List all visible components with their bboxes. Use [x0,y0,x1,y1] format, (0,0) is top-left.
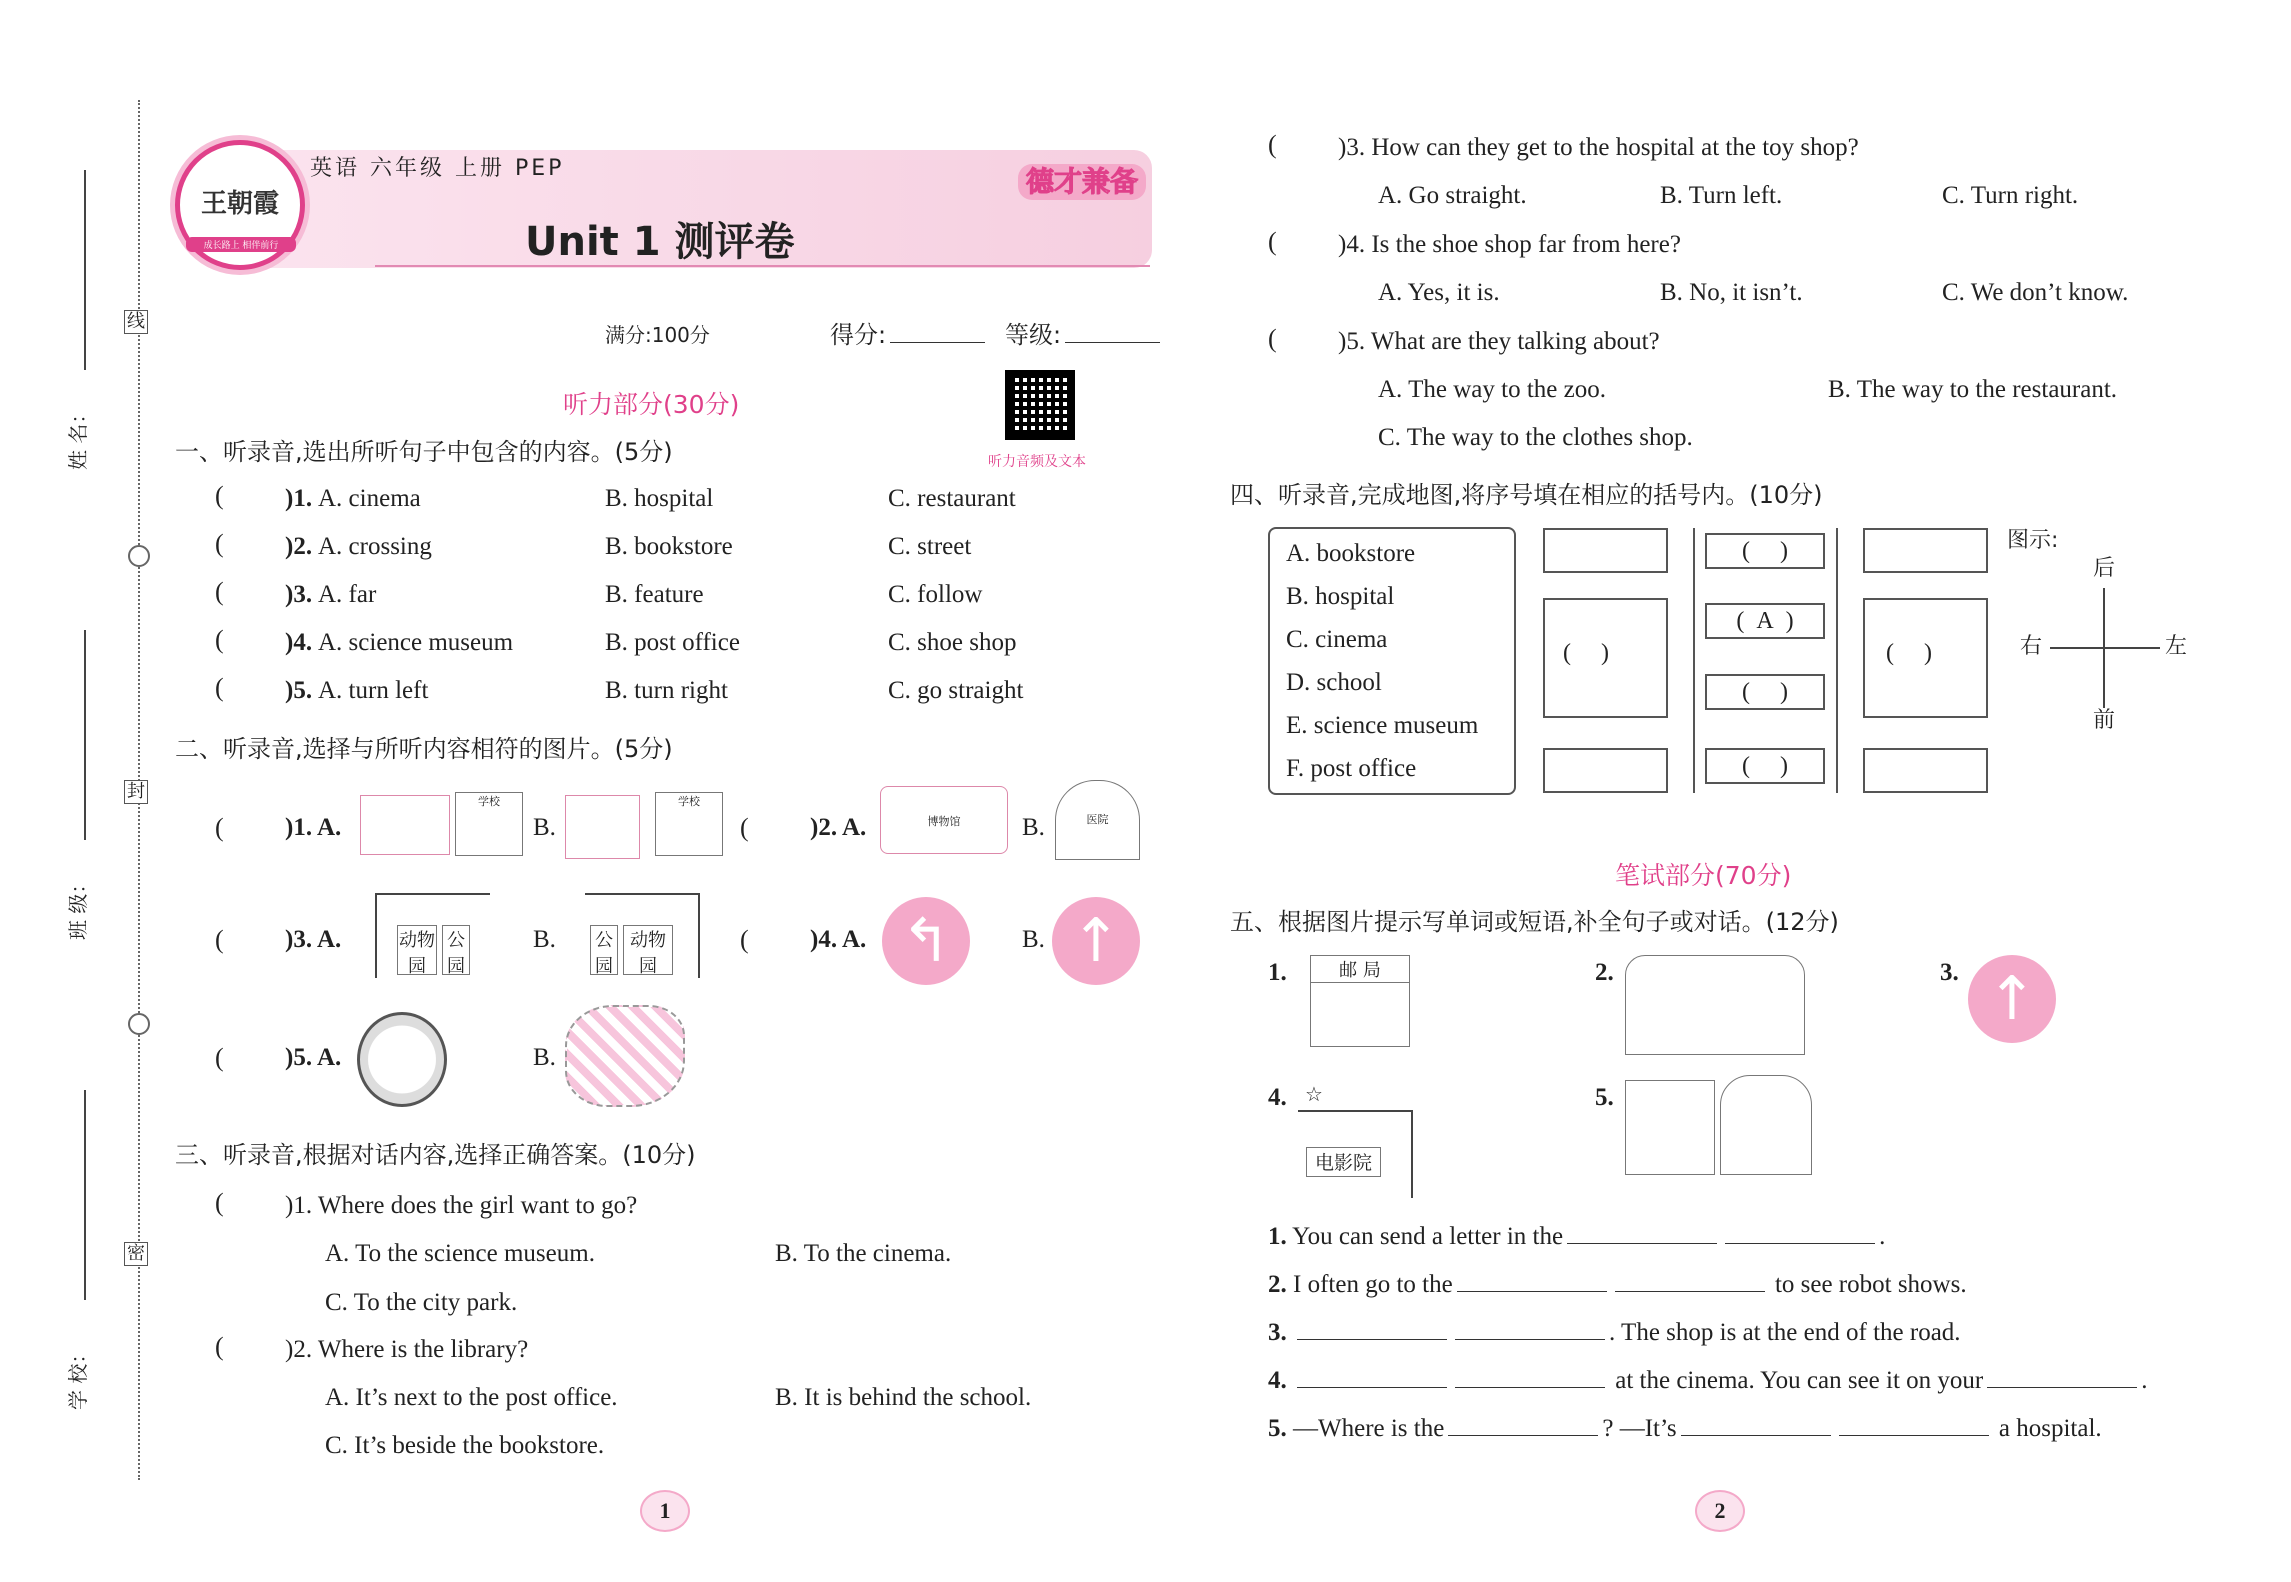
score-grade: 等级: [1005,323,1164,347]
s1-item-a[interactable]: A. crossing [318,533,432,560]
s2-q4-paren[interactable]: ( [740,925,749,954]
s2-q3-image-a[interactable]: 动物 园 公 园 [375,893,490,978]
s5-pic-5-label: 5. [1595,1084,1614,1111]
s4-map [1543,528,1988,793]
s4-option: D. school [1286,669,1382,696]
s2-q1-image-b[interactable] [565,795,640,859]
s1-answer-paren[interactable]: ( [215,481,224,510]
s5-pic-3-label: 3. [1940,959,1959,986]
s1-item-n: )1. [285,485,313,512]
margin-label-seal: 封 [124,780,148,804]
s3-q1-a[interactable]: A. To the science museum. [325,1240,595,1267]
s3-q2-a[interactable]: A. It’s next to the post office. [325,1384,618,1411]
dolphin-icon [128,1013,150,1035]
s3-q3-a[interactable]: A. Go straight. [1378,182,1527,209]
s3-q3: )3. How can they get to the hospital at the toy shop? [1338,134,1859,161]
s1-item-b[interactable]: B. post office [605,629,740,656]
s3-q4-a[interactable]: A. Yes, it is. [1378,279,1500,306]
s4-legend: 图示: [2007,528,2059,553]
s4-option: F. post office [1286,755,1417,782]
s5-sentence-2: 2. I often go to the to see robot shows. [1268,1271,1967,1298]
map-slot-left[interactable]: ( ) [1563,640,1609,666]
s1-answer-paren[interactable]: ( [215,529,224,558]
page-number-1: 1 [640,1490,690,1532]
map-slot-given: ( A ) [1705,603,1825,639]
s2-q5-paren[interactable]: ( [215,1043,224,1072]
s3-q5-a[interactable]: A. The way to the zoo. [1378,376,1606,403]
margin-field-school: 学 校： [68,1090,108,1420]
s1-answer-paren[interactable]: ( [215,625,224,654]
s1-item-b[interactable]: B. hospital [605,485,714,512]
written-title: 笔试部分(70分) [1615,861,1792,890]
header-meta: 英语 六年级 上册 PEP [310,156,565,181]
s1-item-n: )2. [285,533,313,560]
s3-q2-paren[interactable]: ( [215,1332,224,1361]
s1-item-a[interactable]: A. turn left [318,677,429,704]
s5-pic-1-label: 1. [1268,959,1287,986]
s5-sentence-3: 3. . The shop is at the end of the road. [1268,1319,1961,1346]
s2-q4-b-label: B. [1022,926,1045,953]
s3-q3-b[interactable]: B. Turn left. [1660,182,1783,209]
s1-title: 一、听录音,选出所听句子中包含的内容。(5分) [175,438,673,466]
s1-item-n: )4. [285,629,313,656]
map-icon[interactable] [565,1005,685,1107]
s1-item-c[interactable]: C. follow [888,581,983,608]
s3-q5-b[interactable]: B. The way to the restaurant. [1828,376,2118,403]
s2-q4-label: )4. A. [810,926,867,953]
map-slot-bottom[interactable]: ( ) [1705,748,1825,784]
s1-item-c[interactable]: C. restaurant [888,485,1016,512]
hospital-image [1720,1075,1812,1175]
s1-item-a[interactable]: A. cinema [318,485,421,512]
s1-item-c[interactable]: C. street [888,533,972,560]
title-underline [375,265,1150,267]
s2-q2-label: )2. A. [810,814,867,841]
s3-q1-paren[interactable]: ( [215,1188,224,1217]
s3-q4-paren[interactable]: ( [1268,227,1277,256]
s2-q2-image-b[interactable]: 医院 [1055,780,1140,860]
s3-q4-c[interactable]: C. We don’t know. [1942,279,2129,306]
s2-q3-b-label: B. [533,926,556,953]
s2-q5-b-label: B. [533,1044,556,1071]
s3-q4-b[interactable]: B. No, it isn’t. [1660,279,1803,306]
s5-pic-2-label: 2. [1595,959,1614,986]
s3-q5: )5. What are they talking about? [1338,328,1660,355]
s5-sentence-4: 4. at the cinema. You can see it on your . [1268,1367,2148,1394]
s4-title: 四、听录音,完成地图,将序号填在相应的括号内。(10分) [1230,481,1823,509]
s5-sentence-5: 5. —Where is the ? —It’s a hospital. [1268,1415,2102,1442]
s3-q1-c[interactable]: C. To the city park. [325,1289,518,1316]
s1-answer-paren[interactable]: ( [215,673,224,702]
s2-q3-image-b[interactable]: 公 园 动物 园 [585,893,700,978]
s3-q5-c[interactable]: C. The way to the clothes shop. [1378,424,1693,451]
page-title: Unit 1 测评卷 [525,219,795,265]
logo: 王朝霞 成长路上 相伴前行 [175,140,305,270]
s2-q3-paren[interactable]: ( [215,925,224,954]
dolphin-icon [128,545,150,567]
score-full: 满分:100分 [605,323,710,347]
s5-sentence-1: 1. You can send a letter in the . [1268,1223,1886,1250]
science-museum-image [1625,955,1805,1055]
s1-item-n: )3. [285,581,313,608]
s5-pic-4-label: 4. [1268,1084,1287,1111]
s4-options-box [1268,527,1516,795]
s3-q4: )4. Is the shoe shop far from here? [1338,231,1681,258]
s3-q3-c[interactable]: C. Turn right. [1942,182,2079,209]
map-slot-top[interactable]: ( ) [1705,533,1825,569]
s1-item-c[interactable]: C. go straight [888,677,1024,704]
map-slot-middle[interactable]: ( ) [1705,674,1825,710]
s3-title: 三、听录音,根据对话内容,选择正确答案。(10分) [175,1141,696,1169]
listening-title: 听力部分(30分) [563,390,740,419]
s1-item-b[interactable]: B. feature [605,581,704,608]
cinema-corner-image: 电影院 [1298,1110,1413,1198]
s2-q2-b-label: B. [1022,814,1045,841]
s1-item-b[interactable]: B. turn right [605,677,728,704]
s2-q1-image-b2: 学校 [655,792,723,856]
margin-label-secret: 密 [124,1242,148,1266]
qr-caption: 听力音频及文本 [988,454,1086,470]
shops-image [1625,1080,1715,1175]
map-slot-right[interactable]: ( ) [1886,640,1932,666]
s3-q2-c[interactable]: C. It’s beside the bookstore. [325,1432,605,1459]
s3-q5-paren[interactable]: ( [1268,324,1277,353]
s4-option: B. hospital [1286,583,1395,610]
qr-code-icon[interactable] [1005,370,1075,440]
s1-item-n: )5. [285,677,313,704]
s2-q2-image-a[interactable]: 博物馆 [880,786,1008,854]
s2-q1-label: )1. A. [285,814,342,841]
s3-q2-b[interactable]: B. It is behind the school. [775,1384,1032,1411]
s3-q1-b[interactable]: B. To the cinema. [775,1240,952,1267]
direction-compass: 后 前 右 左 [2020,556,2188,733]
s1-item-a[interactable]: A. far [318,581,377,608]
s1-item-c[interactable]: C. shoe shop [888,629,1017,656]
compass-icon[interactable] [357,1012,447,1107]
s2-q3-label: )3. A. [285,926,342,953]
turn-left-arrow-icon[interactable]: ↰ [882,897,970,985]
s5-title: 五、根据图片提示写单词或短语,补全句子或对话。(12分) [1230,908,1839,936]
s2-q1-image-a[interactable] [360,795,450,855]
star-icon: ☆ [1305,1084,1323,1106]
s2-title: 二、听录音,选择与所听内容相符的图片。(5分) [175,735,673,763]
s1-answer-paren[interactable]: ( [215,577,224,606]
straight-arrow-icon[interactable]: ↑ [1052,897,1140,985]
s2-q2-paren[interactable]: ( [740,813,749,842]
margin-label-line: 线 [124,310,148,334]
s3-q3-paren[interactable]: ( [1268,130,1277,159]
score-get: 得分: [830,323,989,347]
slogan: 德才兼备 [1018,164,1146,200]
s4-option: C. cinema [1286,626,1388,653]
s2-q1-paren[interactable]: ( [215,813,224,842]
s2-q5-label: )5. A. [285,1044,342,1071]
s4-option: E. science museum [1286,712,1479,739]
page-number-2: 2 [1695,1490,1745,1532]
s2-q1-image-a2: 学校 [455,792,523,856]
s3-q2: )2. Where is the library? [285,1336,529,1363]
post-office-image: 邮 局 [1310,955,1410,1047]
s2-q1-b-label: B. [533,814,556,841]
s4-option: A. bookstore [1286,540,1416,567]
s1-item-b[interactable]: B. bookstore [605,533,733,560]
margin-field-name: 姓 名： [68,170,108,480]
s1-item-a[interactable]: A. science museum [318,629,514,656]
margin-field-class: 班 级： [68,630,108,950]
s3-q1: )1. Where does the girl want to go? [285,1192,638,1219]
go-straight-arrow-icon: ↑ [1968,955,2056,1043]
